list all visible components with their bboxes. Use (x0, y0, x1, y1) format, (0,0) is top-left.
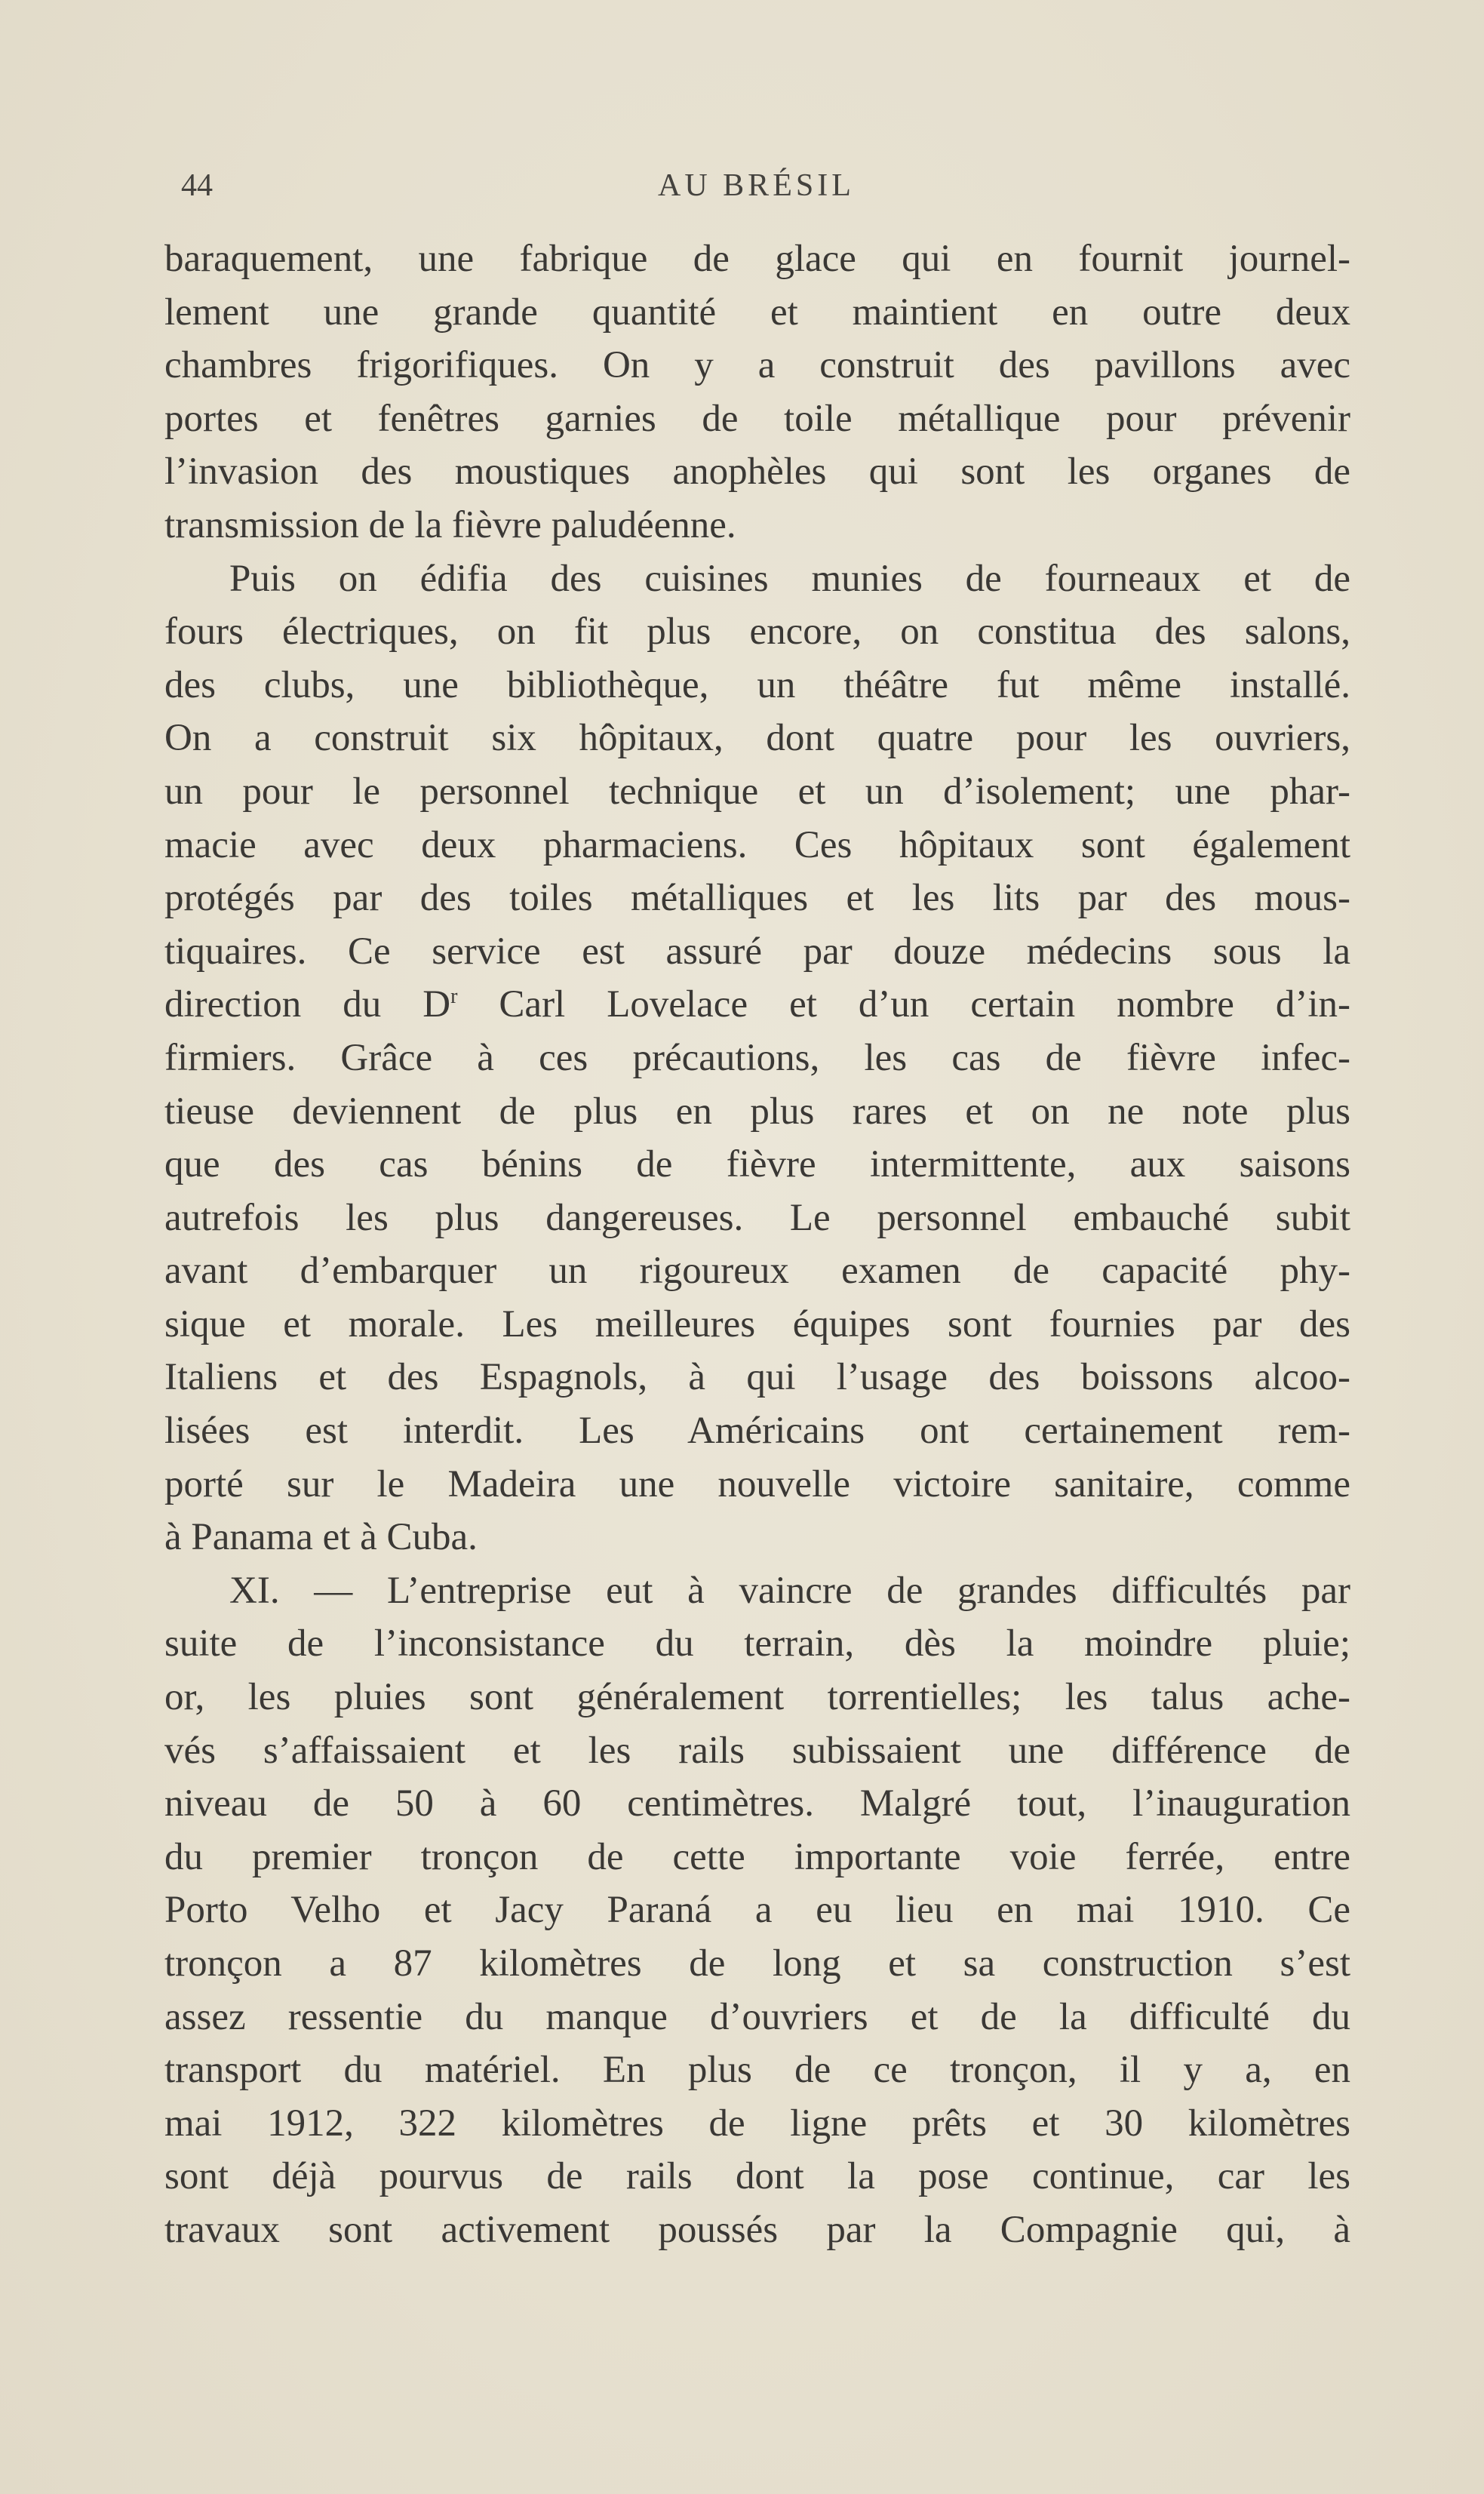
text-line: Italiens et des Espagnols, à qui l’usage des boissons alcoo- (164, 1356, 1350, 1399)
text-line: fours électriques, on fit plus encore, on constitua des salons, (164, 610, 1350, 653)
text-line: du premier tronçon de cette importante voie ferrée, entre (164, 1835, 1350, 1878)
text-line: lement une grande quantité et maintient en outre deux (164, 291, 1350, 334)
text-line: transmission de la fièvre paludéenne. (164, 503, 736, 546)
text-line: baraquement, une fabrique de glace qui en fournit journel- (164, 238, 1350, 280)
text-line: que des cas bénins de fièvre intermittente, aux saisons (164, 1143, 1350, 1186)
running-title: AU BRÉSIL (658, 168, 855, 203)
text-line: niveau de 50 à 60 centimètres. Malgré tout, l’inauguration (164, 1782, 1350, 1825)
text-line: tieuse deviennent de plus en plus rares et on ne note plus (164, 1090, 1350, 1133)
text-line: porté sur le Madeira une nouvelle victoire sanitaire, comme (164, 1462, 1350, 1505)
text-line: travaux sont activement poussés par la Compagnie qui, à (164, 2208, 1350, 2251)
text-line: Porto Velho et Jacy Paraná a eu lieu en mai 1910. Ce (164, 1889, 1350, 1932)
text-line: tiquaires. Ce service est assuré par douze médecins sous la (164, 930, 1350, 973)
text-line: protégés par des toiles métalliques et les lits par des mous- (164, 877, 1350, 920)
text-line: macie avec deux pharmaciens. Ces hôpitaux sont également (164, 823, 1350, 866)
text-line: firmiers. Grâce à ces précautions, les cas de fièvre infec- (164, 1036, 1350, 1079)
text-line: vés s’affaissaient et les rails subissaient une différence de (164, 1729, 1350, 1772)
text-line: transport du matériel. En plus de ce tronçon, il y a, en (164, 2049, 1350, 2092)
text-line: On a construit six hôpitaux, dont quatre pour les ouvriers, (164, 717, 1350, 760)
text-line: des clubs, une bibliothèque, un théâtre fut même installé. (164, 663, 1350, 706)
text-line: portes et fenêtres garnies de toile métallique pour prévenir (164, 397, 1350, 440)
text-segment: Carl Lovelace et d’un certain nombre d’in- (457, 983, 1350, 1026)
text-line (164, 978, 1350, 1032)
text-line: suite de l’inconsistance du terrain, dès la moindre pluie; (164, 1622, 1350, 1665)
text-line: tronçon a 87 kilomètres de long et sa construction s’est (164, 1942, 1350, 1985)
text-line: lisées est interdit. Les Américains ont certainement rem- (164, 1410, 1350, 1453)
superscript: r (450, 985, 458, 1009)
text-line: chambres frigorifiques. On y a construit des pavillons avec (164, 344, 1350, 387)
text-line: un pour le personnel technique et un d’isolement; une phar- (164, 770, 1350, 813)
text-line: Puis on édifia des cuisines munies de fourneaux et de (229, 557, 1350, 600)
text-line: autrefois les plus dangereuses. Le personnel embauché subit (164, 1196, 1350, 1239)
body-text (164, 232, 1350, 2257)
text-line: mai 1912, 322 kilomètres de ligne prêts et 30 kilomètres (164, 2102, 1350, 2145)
text-line: or, les pluies sont généralement torrentielles; les talus ache- (164, 1676, 1350, 1719)
running-head (175, 168, 1360, 213)
text-segment: direction du D (164, 983, 451, 1026)
text-line: sont déjà pourvus de rails dont la pose continue, car les (164, 2155, 1350, 2198)
text-line: assez ressentie du manque d’ouvriers et de la difficulté du (164, 1995, 1350, 2038)
text-line: avant d’embarquer un rigoureux examen de capacité phy- (164, 1250, 1350, 1293)
text-line: l’invasion des moustiques anophèles qui sont les organes de (164, 451, 1350, 494)
text-line: à Panama et à Cuba. (164, 1516, 478, 1559)
text-line: XI. — L’entreprise eut à vaincre de grandes difficultés par (229, 1569, 1350, 1612)
text-line: sique et morale. Les meilleures équipes sont fournies par des (164, 1302, 1350, 1345)
page-number: 44 (181, 168, 213, 203)
